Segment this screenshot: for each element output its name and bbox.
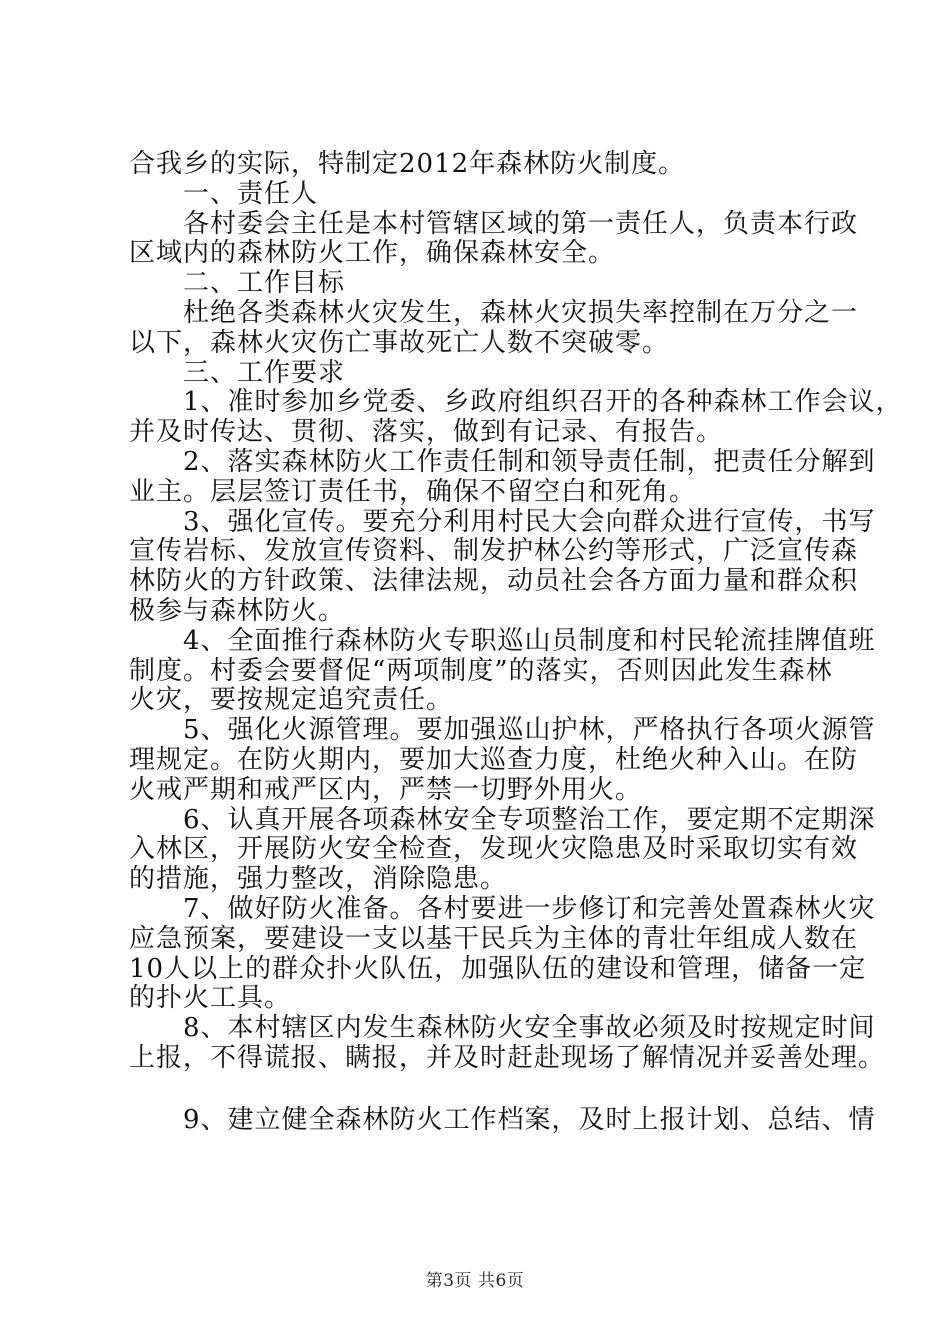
text-line: 8、本村辖区内发生森林防火安全事故必须及时按规定时间 xyxy=(129,1013,876,1044)
text-line: 的扑火工具。 xyxy=(129,983,292,1014)
text-line: 林防火的方针政策、法律法规，动员社会各方面力量和群众积 xyxy=(129,566,859,597)
text-line: 6、认真开展各项森林安全专项整治工作，要定期不定期深 xyxy=(129,804,876,835)
text-line: 4、全面推行森林防火专职巡山员制度和村民轮流挂牌值班 xyxy=(129,625,876,656)
paragraph-gap xyxy=(129,1074,829,1106)
text-line: 火戒严期和戒严区内，严禁一切野外用火。 xyxy=(129,774,643,805)
text-line: 火灾，要按规定追究责任。 xyxy=(129,685,454,716)
text-line: 3、强化宣传。要充分利用村民大会向群众进行宣传，书写 xyxy=(129,506,876,537)
text-line: 业主。层层签订责任书，确保不留空白和死角。 xyxy=(129,476,697,507)
text-line: 理规定。在防火期内，要加大巡查力度，杜绝火种入山。在防 xyxy=(129,744,859,775)
text-line: 入林区，开展防火安全检查，发现火灾隐患及时采取切实有效 xyxy=(129,834,859,865)
text-line: 一、责任人 xyxy=(129,178,319,209)
text-line: 各村委会主任是本村管辖区域的第一责任人，负责本行政 xyxy=(129,208,859,239)
text-line: 杜绝各类森林火灾发生，森林火灾损失率控制在万分之一 xyxy=(129,297,859,328)
text-line: 上报，不得谎报、瞒报，并及时赶赴现场了解情况并妥善处理。 xyxy=(129,1042,886,1073)
text-line: 制度。村委会要督促“两项制度”的落实，否则因此发生森林 xyxy=(129,655,833,686)
text-line: 2、落实森林防火工作责任制和领导责任制，把责任分解到 xyxy=(129,446,876,477)
text-line: 1、准时参加乡党委、乡政府组织召开的各种森林工作会议， xyxy=(129,387,903,418)
text-line: 合我乡的实际，特制定2012年森林防火制度。 xyxy=(129,149,686,179)
document-body xyxy=(129,149,903,1136)
text-line: 应急预案，要建设一支以基干民兵为主体的青壮年组成人数在 xyxy=(129,923,859,954)
text-line: 宣传岩标、发放宣传资料、制发护林公约等形式，广泛宣传森 xyxy=(129,536,859,567)
text-line: 区域内的森林防火工作，确保森林安全。 xyxy=(129,238,616,269)
text-line: 7、做好防火准备。各村要进一步修订和完善处置森林火灾 xyxy=(129,893,876,924)
text-line: 二、工作目标 xyxy=(129,268,346,299)
text-line: 并及时传达、贯彻、落实，做到有记录、有报告。 xyxy=(129,417,724,448)
text-line-continued: 9、建立健全森林防火工作档案，及时上报计划、总结、情 xyxy=(129,1104,876,1135)
text-line: 以下，森林火灾伤亡事故死亡人数不突破零。 xyxy=(129,327,670,358)
text-line: 三、工作要求 xyxy=(129,357,346,388)
page-footer: 第3页 共6页 xyxy=(425,1271,525,1291)
text-line: 10人以上的群众扑火队伍，加强队伍的建设和管理，储备一定 xyxy=(129,953,867,984)
text-line: 5、强化火源管理。要加强巡山护林，严格执行各项火源管 xyxy=(129,715,876,746)
text-line: 的措施，强力整改，消除隐患。 xyxy=(129,864,508,895)
text-line: 极参与森林防火。 xyxy=(129,595,346,626)
